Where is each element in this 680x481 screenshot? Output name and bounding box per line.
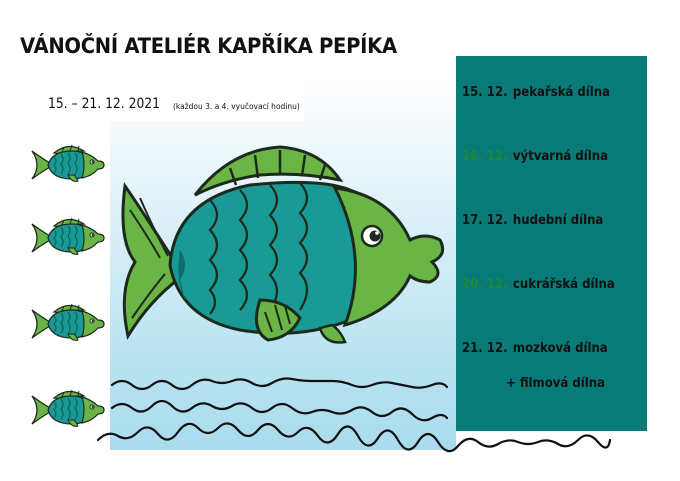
schedule-name: cukrářská dílna — [512, 277, 615, 292]
fish-icon — [32, 304, 104, 340]
schedule-date: 15. 12. — [462, 85, 508, 100]
page-title: VÁNOČNÍ ATELIÉR KAPŘÍKA PEPÍKA — [20, 34, 397, 58]
date-range: 15. – 21. 12. 2021 — [48, 96, 160, 112]
schedule-date: 17. 12. — [462, 213, 508, 228]
schedule-extra: + filmová dílna — [506, 376, 606, 391]
fish-icon — [32, 390, 104, 426]
schedule-date: 20. 12. — [462, 277, 508, 292]
fish-icon — [32, 145, 104, 181]
schedule-name: výtvarná dílna — [512, 149, 608, 164]
schedule-name: pekařská dílna — [512, 85, 611, 100]
schedule-date: 21. 12. — [462, 341, 508, 356]
schedule-date: 16. 12. — [462, 149, 508, 164]
wave-lines — [98, 379, 610, 452]
fish-icon — [32, 218, 104, 254]
big-fish-illustration — [123, 147, 443, 342]
date-note: (každou 3. a 4. vyučovací hodinu) — [173, 102, 300, 111]
schedule-name: hudební dílna — [512, 213, 604, 228]
schedule-name: mozková dílna — [512, 341, 608, 356]
